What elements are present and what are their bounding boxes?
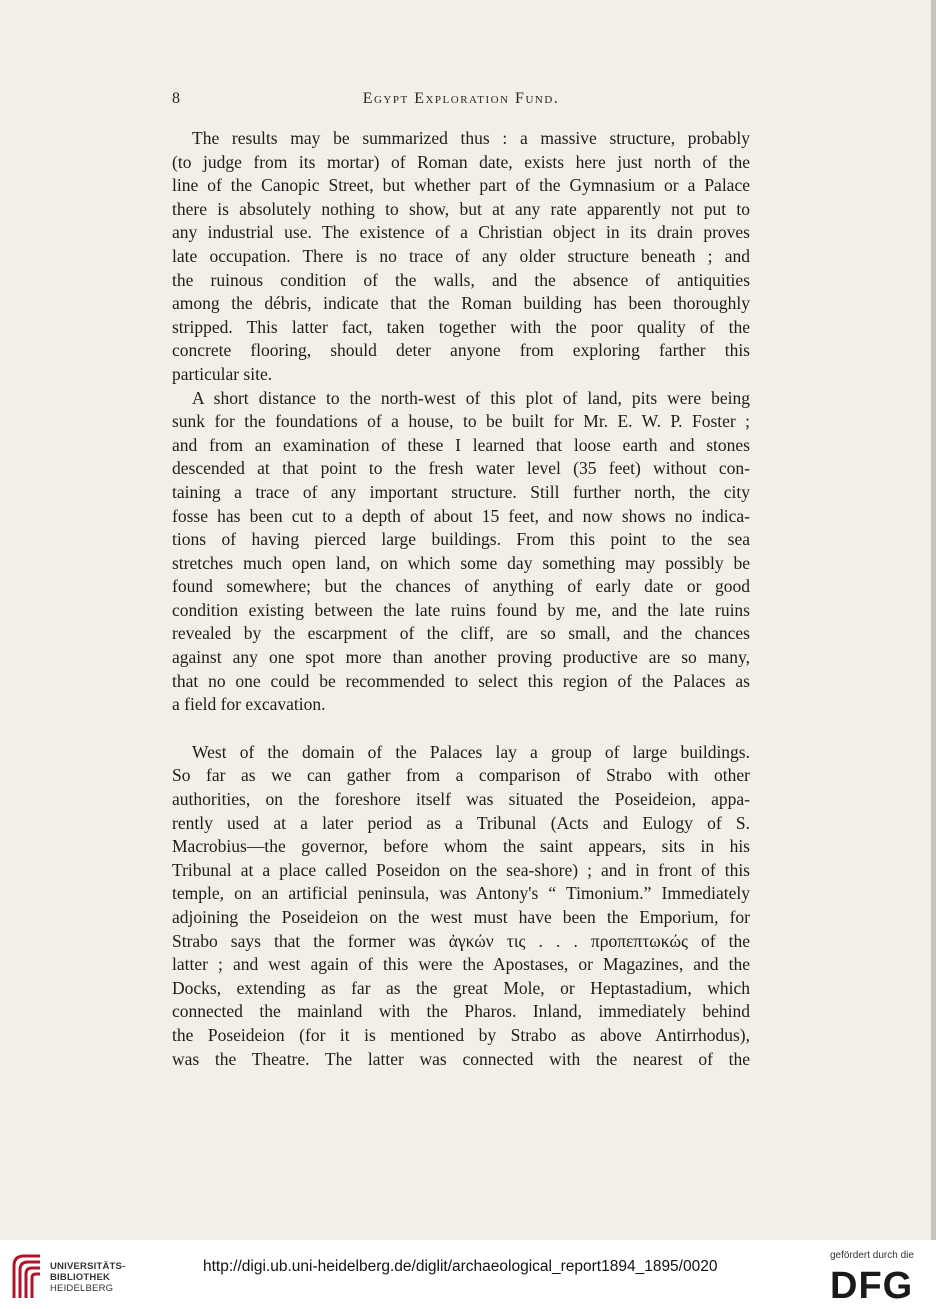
text-line: that no one could be recommended to select this region of the Palaces as — [172, 670, 750, 691]
text-line: was the Theatre. The latter was connected with the nearest of the — [172, 1048, 750, 1069]
running-title: Egypt Exploration Fund. — [362, 90, 560, 107]
text-line: and from an examination of these I learned that loose earth and stones — [172, 434, 750, 455]
text-line: condition existing between the late ruins found by me, and the late ruins — [172, 599, 750, 620]
text-line: The results may be summarized thus : a massive structure, probably — [192, 128, 750, 148]
text-line: A short distance to the north-west of this plot of land, pits were being — [192, 387, 750, 408]
source-url-link[interactable]: http://digi.ub.uni-heidelberg.de/diglit/archaeological_report1894_1895/0020 — [203, 1258, 718, 1275]
text-line: stretches much open land, on which some day something may possibly be — [172, 552, 750, 573]
text-line: connected the mainland with the Pharos. Inland, immediately behind — [172, 1001, 750, 1022]
page-header — [172, 90, 750, 114]
text-line: a field for excavation. — [172, 694, 326, 715]
text-line: the ruinous condition of the walls, and the absence of antiquities — [172, 269, 750, 290]
dfg-logo-text: DFG — [830, 1265, 914, 1304]
text-line: tions of having pierced large buildings. From this point to the sea — [172, 529, 750, 550]
page-number: 8 — [172, 90, 180, 107]
text-line: found somewhere; but the chances of anything of early date or good — [172, 576, 750, 597]
text-line: Docks, extending as far as the great Mole, or Heptastadium, which — [172, 977, 750, 998]
body-text — [172, 127, 750, 1071]
text-line: particular site. — [172, 363, 273, 384]
dfg-logo — [830, 1264, 924, 1304]
text-line: there is absolutely nothing to show, but at any rate apparently not put to — [172, 198, 750, 219]
text-line: sunk for the foundations of a house, to be built for Mr. E. W. P. Foster ; — [172, 411, 750, 432]
text-line: Strabo says that the former was ἀγκών τις . . . προπεπτωκώς of the — [172, 930, 750, 951]
text-line: (to judge from its mortar) of Roman date, exists here just north of the — [172, 151, 750, 172]
library-name-line: HEIDELBERG — [50, 1283, 114, 1294]
text-line: West of the domain of the Palaces lay a group of large buildings. — [192, 741, 750, 762]
library-name — [50, 1261, 125, 1294]
paragraph-gap — [172, 717, 750, 741]
text-line: any industrial use. The existence of a Christian object in its drain proves — [172, 222, 750, 243]
text-line: latter ; and west again of this were the Apostases, or Magazines, and the — [172, 954, 750, 975]
library-name-line: BIBLIOTHEK — [50, 1272, 111, 1283]
text-line: temple, on an artificial peninsula, was Antony's “ Timonium.” Immediately — [172, 883, 750, 904]
text-line: concrete flooring, should deter anyone from exploring farther this — [172, 340, 750, 361]
page-edge — [931, 0, 936, 1240]
text-line: taining a trace of any important structure. Still further north, the city — [172, 481, 750, 502]
text-line: line of the Canopic Street, but whether part of the Gymnasium or a Palace — [172, 175, 750, 196]
text-line: authorities, on the foreshore itself was situated the Poseideion, appa- — [172, 789, 750, 810]
text-line: the Poseideion (for it is mentioned by Strabo as above Antirrhodus), — [172, 1024, 750, 1045]
text-line: fosse has been cut to a depth of about 15 feet, and now shows no indica- — [172, 505, 750, 526]
text-line: Tribunal at a place called Poseidon on the sea-shore) ; and in front of this — [172, 859, 750, 880]
text-line: Macrobius—the governor, before whom the saint appears, sits in his — [172, 836, 750, 857]
text-line: among the débris, indicate that the Roman building has been thoroughly — [172, 293, 750, 314]
text-line: adjoining the Poseideion on the west must have been the Emporium, for — [172, 907, 750, 927]
text-line: late occupation. There is no trace of any older structure beneath ; and — [172, 245, 750, 266]
text-line: descended at that point to the fresh water level (35 feet) without con- — [172, 458, 750, 479]
text-line: revealed by the escarpment of the cliff, are so small, and the chances — [172, 623, 750, 644]
university-library-logo — [10, 1252, 44, 1302]
text-line: rently used at a later period as a Tribunal (Acts and Eulogy of S. — [172, 812, 750, 833]
library-name-line: UNIVERSITÄTS- — [50, 1261, 126, 1272]
text-line: stripped. This latter fact, taken together with the poor quality of the — [172, 316, 750, 337]
funding-label: gefördert durch die — [830, 1250, 914, 1261]
text-line: So far as we can gather from a comparison of Strabo with other — [172, 765, 750, 786]
text-line: against any one spot more than another proving productive are so many, — [172, 647, 750, 668]
